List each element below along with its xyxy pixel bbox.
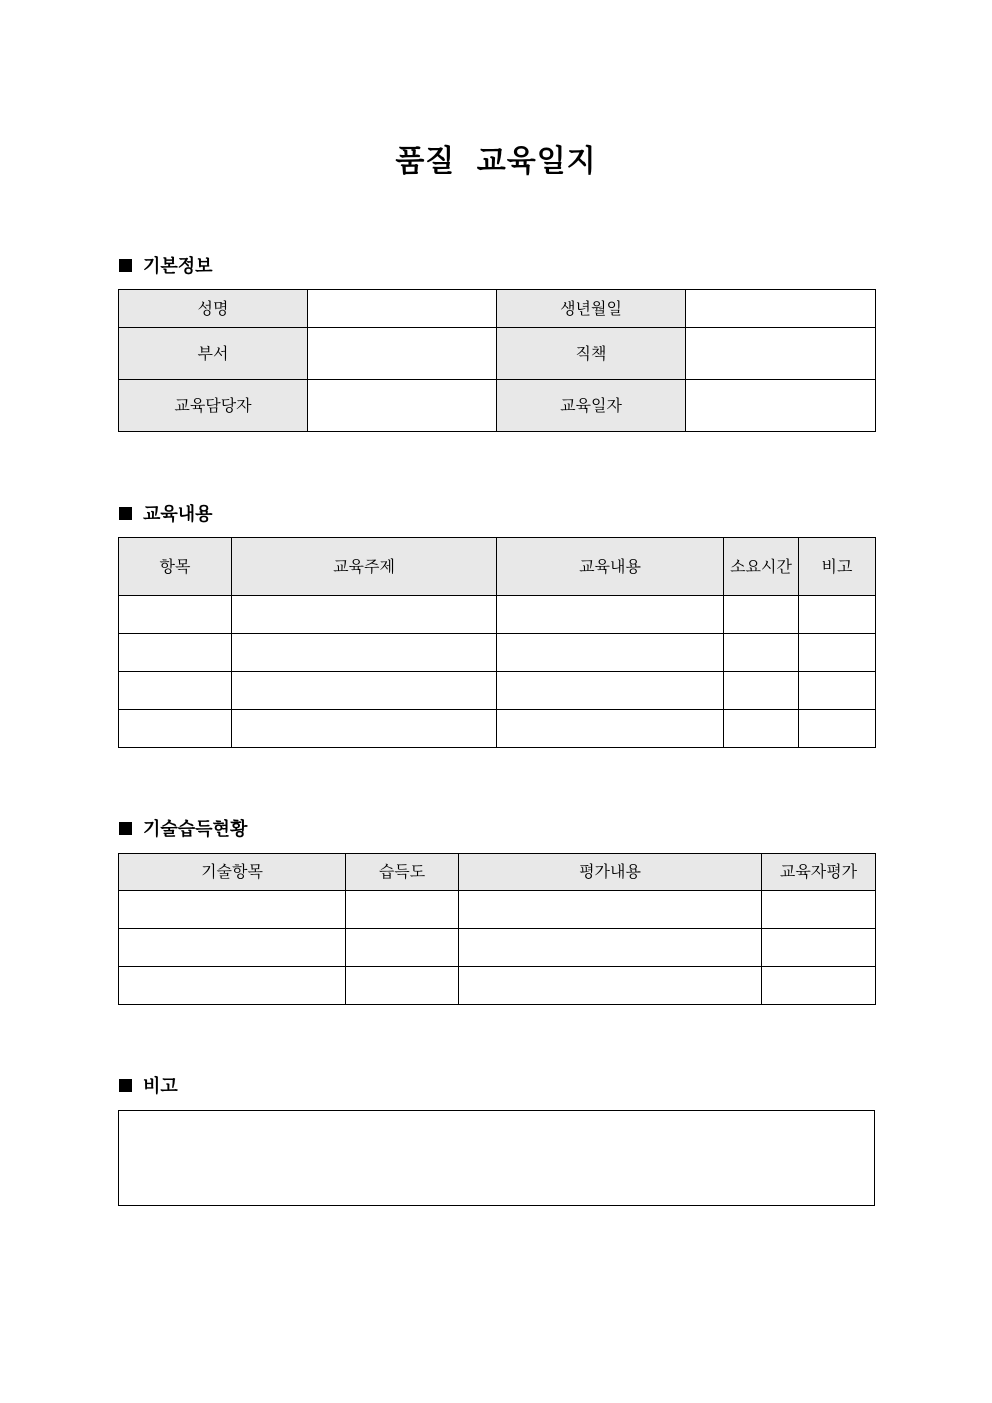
table-cell[interactable] (497, 596, 724, 634)
table-row (119, 328, 876, 380)
table-cell[interactable] (459, 891, 762, 929)
section-heading-education (119, 501, 213, 525)
table-cell[interactable] (762, 967, 876, 1005)
table-row (119, 380, 876, 432)
notes-field[interactable] (118, 1110, 875, 1206)
skills-table (118, 853, 876, 1005)
square-bullet-icon (119, 507, 132, 520)
section-heading-notes (119, 1073, 178, 1097)
table-cell[interactable] (799, 596, 876, 634)
table-cell[interactable] (724, 672, 799, 710)
square-bullet-icon (119, 1079, 132, 1092)
table-cell[interactable] (497, 634, 724, 672)
table-cell[interactable] (232, 596, 497, 634)
table-cell[interactable] (346, 891, 459, 929)
table-cell[interactable] (724, 596, 799, 634)
table-cell[interactable] (497, 710, 724, 748)
department-field[interactable] (308, 328, 497, 380)
section-heading-label: 교육내용 (143, 504, 213, 525)
label-training-date: 교육일자 (497, 380, 686, 432)
document-title: 품질 교육일지 (395, 144, 597, 179)
basic-info-table (118, 289, 876, 432)
table-row (119, 710, 876, 748)
table-cell[interactable] (119, 967, 346, 1005)
section-heading-label: 기술습득현황 (143, 819, 248, 840)
table-row (119, 672, 876, 710)
table-cell[interactable] (724, 634, 799, 672)
education-table (118, 537, 876, 748)
label-trainer: 교육담당자 (119, 380, 308, 432)
name-field[interactable] (308, 290, 497, 328)
label-position: 직책 (497, 328, 686, 380)
table-cell[interactable] (119, 596, 232, 634)
table-cell[interactable] (232, 634, 497, 672)
section-heading-label: 기본정보 (143, 256, 213, 277)
position-field[interactable] (686, 328, 876, 380)
table-cell[interactable] (119, 634, 232, 672)
label-department: 부서 (119, 328, 308, 380)
table-cell[interactable] (724, 710, 799, 748)
table-row (119, 967, 876, 1005)
column-header-topic: 교육주제 (232, 538, 497, 596)
table-header-row (119, 854, 876, 891)
table-cell[interactable] (346, 967, 459, 1005)
section-heading-label: 비고 (143, 1076, 178, 1097)
training-date-field[interactable] (686, 380, 876, 432)
table-header-row (119, 538, 876, 596)
table-cell[interactable] (119, 929, 346, 967)
column-header-proficiency: 습득도 (346, 854, 459, 891)
table-cell[interactable] (799, 672, 876, 710)
table-cell[interactable] (119, 672, 232, 710)
table-cell[interactable] (497, 672, 724, 710)
square-bullet-icon (119, 259, 132, 272)
table-cell[interactable] (232, 710, 497, 748)
section-heading-basic-info (119, 253, 213, 277)
square-bullet-icon (119, 822, 132, 835)
table-cell[interactable] (762, 891, 876, 929)
birthdate-field[interactable] (686, 290, 876, 328)
table-row (119, 634, 876, 672)
table-row (119, 290, 876, 328)
table-cell[interactable] (232, 672, 497, 710)
column-header-evaluation: 평가내용 (459, 854, 762, 891)
column-header-item: 항목 (119, 538, 232, 596)
table-row (119, 929, 876, 967)
table-cell[interactable] (799, 710, 876, 748)
table-cell[interactable] (762, 929, 876, 967)
trainer-field[interactable] (308, 380, 497, 432)
column-header-trainer-evaluation: 교육자평가 (762, 854, 876, 891)
table-cell[interactable] (459, 967, 762, 1005)
column-header-skill-item: 기술항목 (119, 854, 346, 891)
column-header-duration: 소요시간 (724, 538, 799, 596)
table-cell[interactable] (346, 929, 459, 967)
label-birthdate: 생년월일 (497, 290, 686, 328)
table-cell[interactable] (119, 710, 232, 748)
table-row (119, 891, 876, 929)
section-heading-skills (119, 816, 247, 840)
table-cell[interactable] (799, 634, 876, 672)
table-row (119, 596, 876, 634)
label-name: 성명 (119, 290, 308, 328)
column-header-remarks: 비고 (799, 538, 876, 596)
column-header-content: 교육내용 (497, 538, 724, 596)
table-cell[interactable] (459, 929, 762, 967)
table-cell[interactable] (119, 891, 346, 929)
